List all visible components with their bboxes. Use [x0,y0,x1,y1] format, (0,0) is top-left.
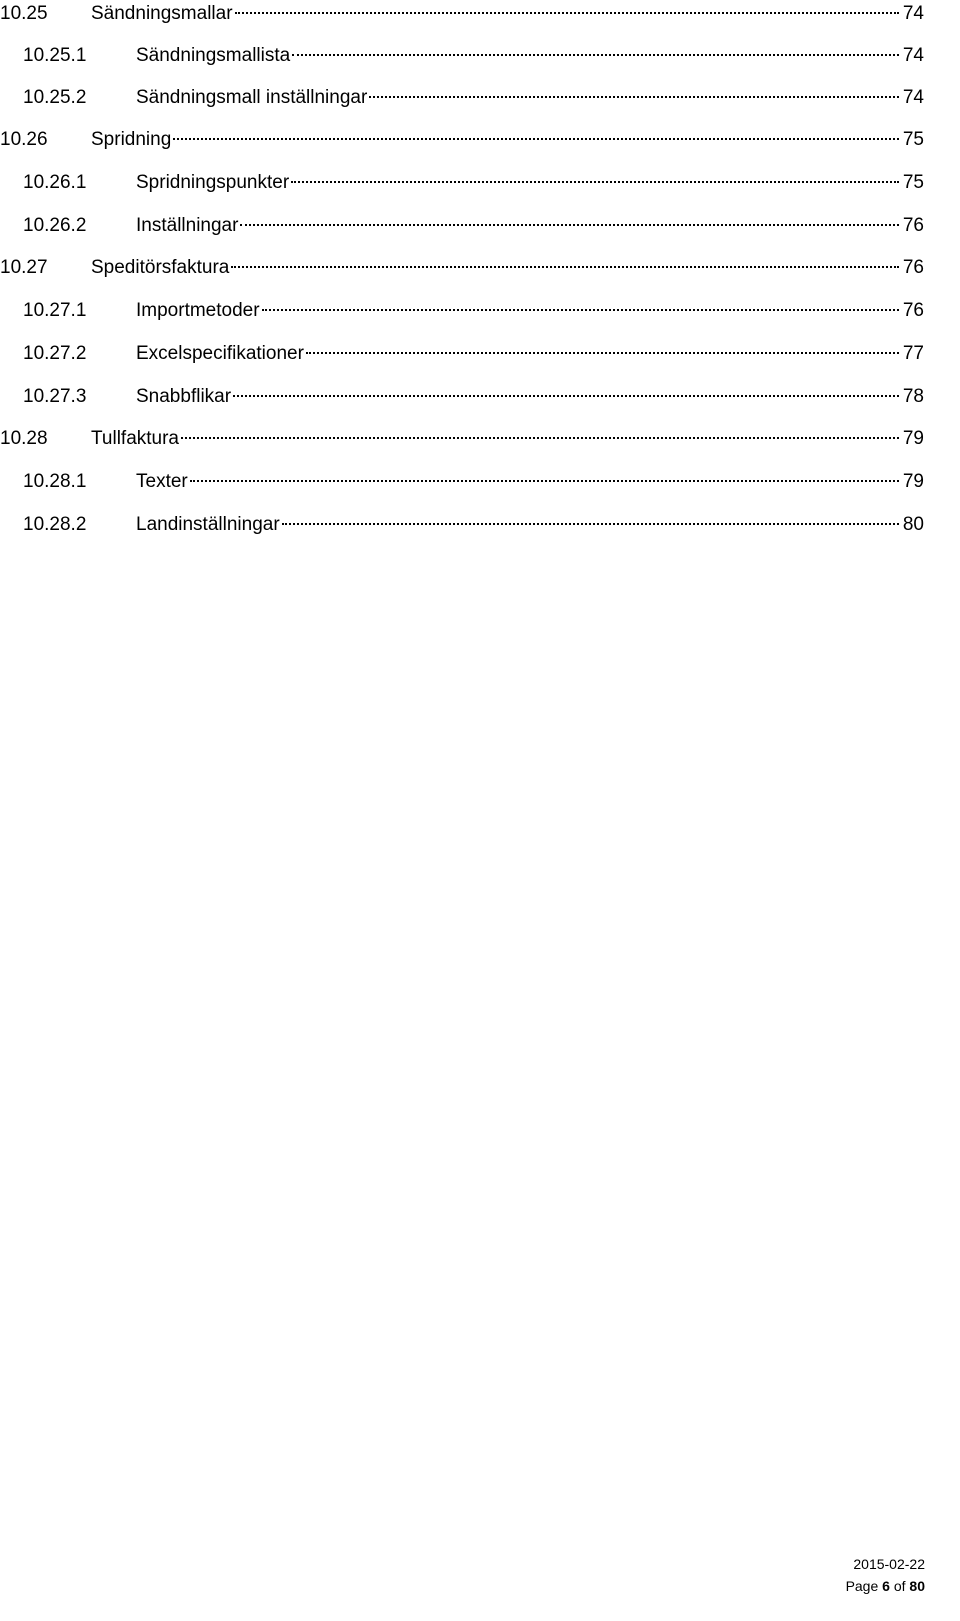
toc-title: Importmetoder [136,300,260,321]
toc-title: Speditörsfaktura [91,257,230,278]
toc-entry[interactable] [23,42,924,70]
toc-page-number: 74 [902,3,924,24]
dot-leader [233,395,899,397]
toc-title: Sändningsmallar [91,3,233,24]
toc-number: 10.28.1 [23,471,87,492]
toc-entry[interactable] [23,169,924,197]
toc-entry[interactable] [23,84,924,112]
toc-number: 10.26 [0,129,48,150]
toc-number: 10.28 [0,428,48,449]
toc-title: Spridningspunkter [136,172,290,193]
toc-title: Sändningsmallista [136,45,291,66]
toc-number: 10.27 [0,257,48,278]
dot-leader [262,309,899,311]
toc-number: 10.25.1 [23,45,87,66]
toc-page-number: 74 [902,45,924,66]
toc-page-number: 79 [902,428,924,449]
toc-title: Inställningar [136,215,239,236]
toc-page-number: 76 [902,257,924,278]
toc-entry[interactable] [23,340,924,368]
toc-page-number: 74 [902,87,924,108]
dot-leader [181,437,899,439]
toc-title: Snabbflikar [136,386,232,407]
toc-entry[interactable] [23,297,924,325]
toc-entry[interactable] [23,511,924,539]
toc-number: 10.25 [0,3,48,24]
toc-page-number: 80 [902,514,924,535]
toc-number: 10.28.2 [23,514,87,535]
dot-leader [282,523,899,525]
toc-number: 10.25.2 [23,87,87,108]
toc-entry[interactable] [0,254,924,282]
toc-entry[interactable] [0,0,924,28]
footer-page-indicator [846,1577,925,1595]
toc-number: 10.27.2 [23,343,87,364]
dot-leader [173,138,899,140]
toc-title: Landinställningar [136,514,280,535]
dot-leader [292,54,899,56]
dot-leader [190,480,899,482]
toc-page-number: 76 [902,215,924,236]
dot-leader [231,266,899,268]
toc-title: Texter [136,471,188,492]
of-label: of [893,1578,906,1594]
toc-number: 10.27.1 [23,300,87,321]
current-page-number: 6 [882,1578,890,1594]
toc-entry[interactable] [0,126,924,154]
dot-leader [369,96,899,98]
toc-entry[interactable] [23,212,924,240]
toc-page-number: 79 [902,471,924,492]
dot-leader [240,224,898,226]
toc-page-number: 77 [902,343,924,364]
toc-title: Sändningsmall inställningar [136,87,368,108]
toc-number: 10.26.1 [23,172,87,193]
toc-page-number: 75 [902,172,924,193]
dot-leader [291,181,899,183]
toc-entry[interactable] [23,468,924,496]
dot-leader [306,352,899,354]
toc-number: 10.26.2 [23,215,87,236]
footer-date: 2015-02-22 [853,1556,925,1572]
toc-page-number: 75 [902,129,924,150]
toc-title: Tullfaktura [91,428,179,449]
toc-title: Excelspecifikationer [136,343,304,364]
toc-number: 10.27.3 [23,386,87,407]
toc-entry[interactable] [0,425,924,453]
toc-entry[interactable] [23,383,924,411]
dot-leader [235,12,899,14]
toc-page-number: 76 [902,300,924,321]
page-label: Page [845,1578,879,1594]
total-pages-number: 80 [909,1578,925,1594]
toc-title: Spridning [91,129,172,150]
toc-page-number: 78 [902,386,924,407]
